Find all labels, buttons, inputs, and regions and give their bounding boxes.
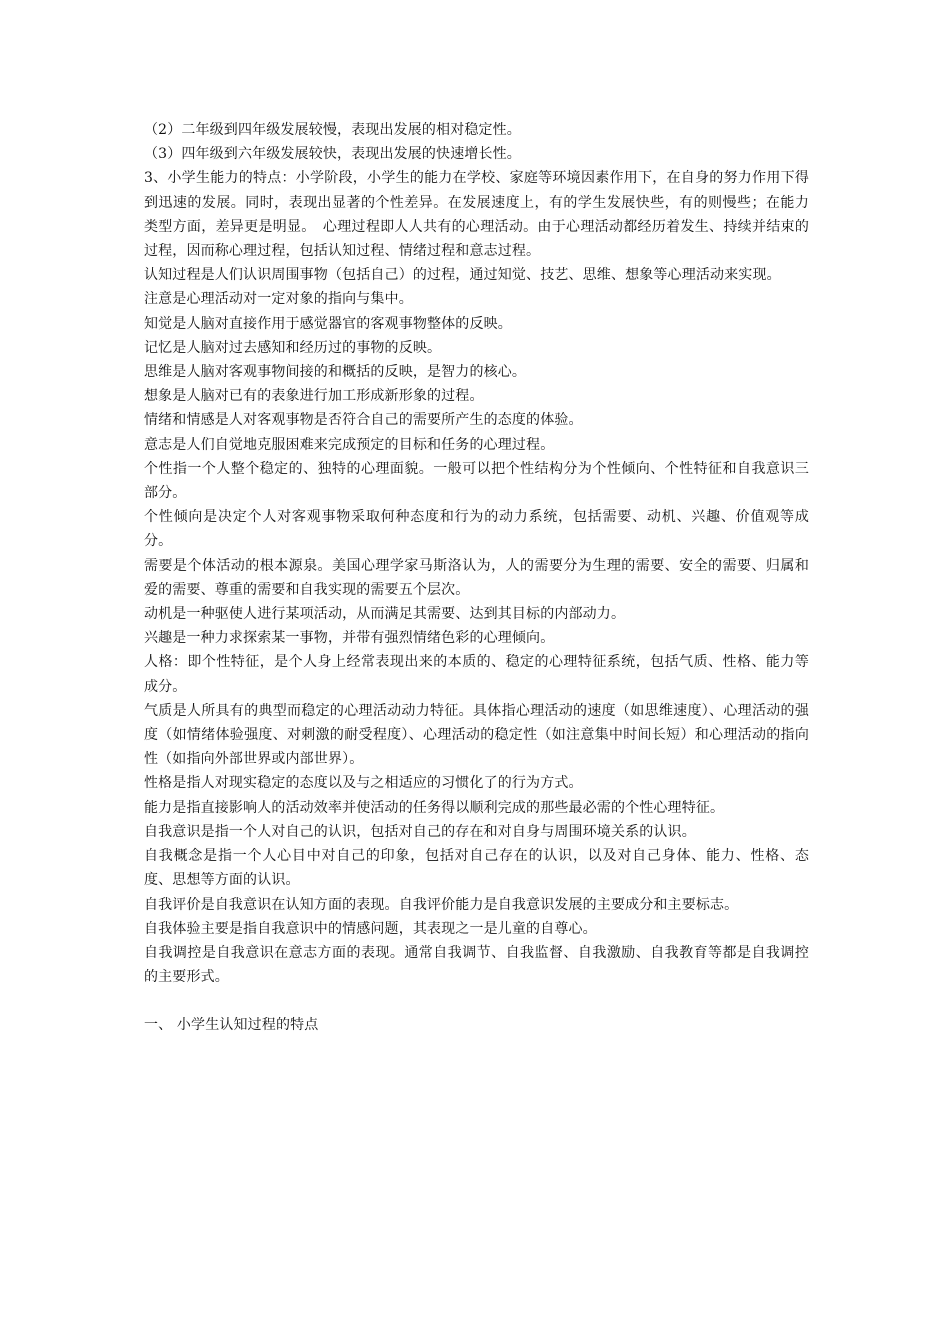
- paragraph: （3）四年级到六年级发展较快，表现出发展的快速增长性。: [144, 146, 521, 163]
- paragraph: 需要是个体活动的根本源泉。美国心理学家马斯洛认为，人的需要分为生理的需要、安全的需要、归属和爱的需要、尊重的需要和自我实现的需要五个层次。: [144, 557, 809, 598]
- paragraph: 记忆是人脑对过去感知和经历过的事物的反映。: [144, 339, 442, 356]
- paragraph: 思维是人脑对客观事物间接的和概括的反映，是智力的核心。: [144, 364, 527, 381]
- paragraph: 想象是人脑对已有的表象进行加工形成新形象的过程。: [144, 388, 484, 405]
- paragraph: 自我意识是指一个人对自己的认识，包括对自己的存在和对自身与周围环境关系的认识。: [144, 823, 696, 840]
- paragraph: 个性倾向是决定个人对客观事物采取何种态度和行为的动力系统，包括需要、动机、兴趣、价值观等成分。: [144, 509, 809, 550]
- document-page: [144, 118, 809, 1038]
- paragraph: 性格是指人对现实稳定的态度以及与之相适应的习惯化了的行为方式。: [144, 775, 583, 792]
- paragraph: 人格：即个性特征，是个人身上经常表现出来的本质的、稳定的心理特征系统，包括气质、性格、能力等成分。: [144, 654, 809, 695]
- paragraph: 知觉是人脑对直接作用于感觉器官的客观事物整体的反映。: [144, 315, 512, 332]
- paragraph: 自我评价是自我意识在认知方面的表现。自我评价能力是自我意识发展的主要成分和主要标志。: [144, 896, 739, 913]
- paragraph: 认知过程是人们认识周围事物（包括自己）的过程，通过知觉、技艺、思维、想象等心理活动来实现。: [144, 267, 781, 284]
- paragraph: 个性指一个人整个稳定的、独特的心理面貌。一般可以把个性结构分为个性倾向、个性特征和自我意识三部分。: [144, 460, 809, 502]
- paragraph: 能力是指直接影响人的活动效率并使活动的任务得以顺利完成的那些最必需的个性心理特征。: [144, 799, 725, 816]
- paragraph: 自我概念是指一个人心目中对自己的印象，包括对自己存在的认识，以及对自己身体、能力、性格、态度、思想等方面的认识。: [144, 848, 809, 889]
- paragraph: 情绪和情感是人对客观事物是否符合自己的需要所产生的态度的体验。: [144, 412, 583, 429]
- section-heading: 一、 小学生认知过程的特点: [144, 1017, 319, 1034]
- paragraph: 意志是人们自觉地克服困难来完成预定的目标和任务的心理过程。: [144, 436, 555, 453]
- paragraph: 动机是一种驱使人进行某项活动，从而满足其需要、达到其目标的内部动力。: [144, 606, 626, 623]
- paragraph: 注意是心理活动对一定对象的指向与集中。: [144, 291, 413, 308]
- paragraph: 3、小学生能力的特点：小学阶段，小学生的能力在学校、家庭等环境因素作用下，在自身的努力作用下得到迅速的发展。同时，表现出显著的个性差异。在发展速度上，有的学生发展快些，有的则慢些；在能力类型方面，差异更是明显。 心理过程即人人共有的心理活动。由于心理活动都经历着发生、持续并结束的过程，因而称心理过程，包括认知过程、情绪过程和意志过程。: [144, 170, 809, 260]
- paragraph: 自我调控是自我意识在意志方面的表现。通常自我调节、自我监督、自我激励、自我教育等都是自我调控的主要形式。: [144, 944, 809, 986]
- paragraph: 自我体验主要是指自我意识中的情感问题，其表现之一是儿童的自尊心。: [144, 920, 597, 937]
- paragraph: 气质是人所具有的典型而稳定的心理活动动力特征。具体指心理活动的速度（如思维速度）、心理活动的强度（如情绪体验强度、对刺激的耐受程度）、心理活动的稳定性（如注意集中时间长短）和心理活动的指向性（如指向外部世界或内部世界）。: [144, 702, 809, 768]
- paragraph: （2）二年级到四年级发展较慢，表现出发展的相对稳定性。: [144, 122, 521, 138]
- paragraph: 兴趣是一种力求探索某一事物，并带有强烈情绪色彩的心理倾向。: [144, 630, 555, 647]
